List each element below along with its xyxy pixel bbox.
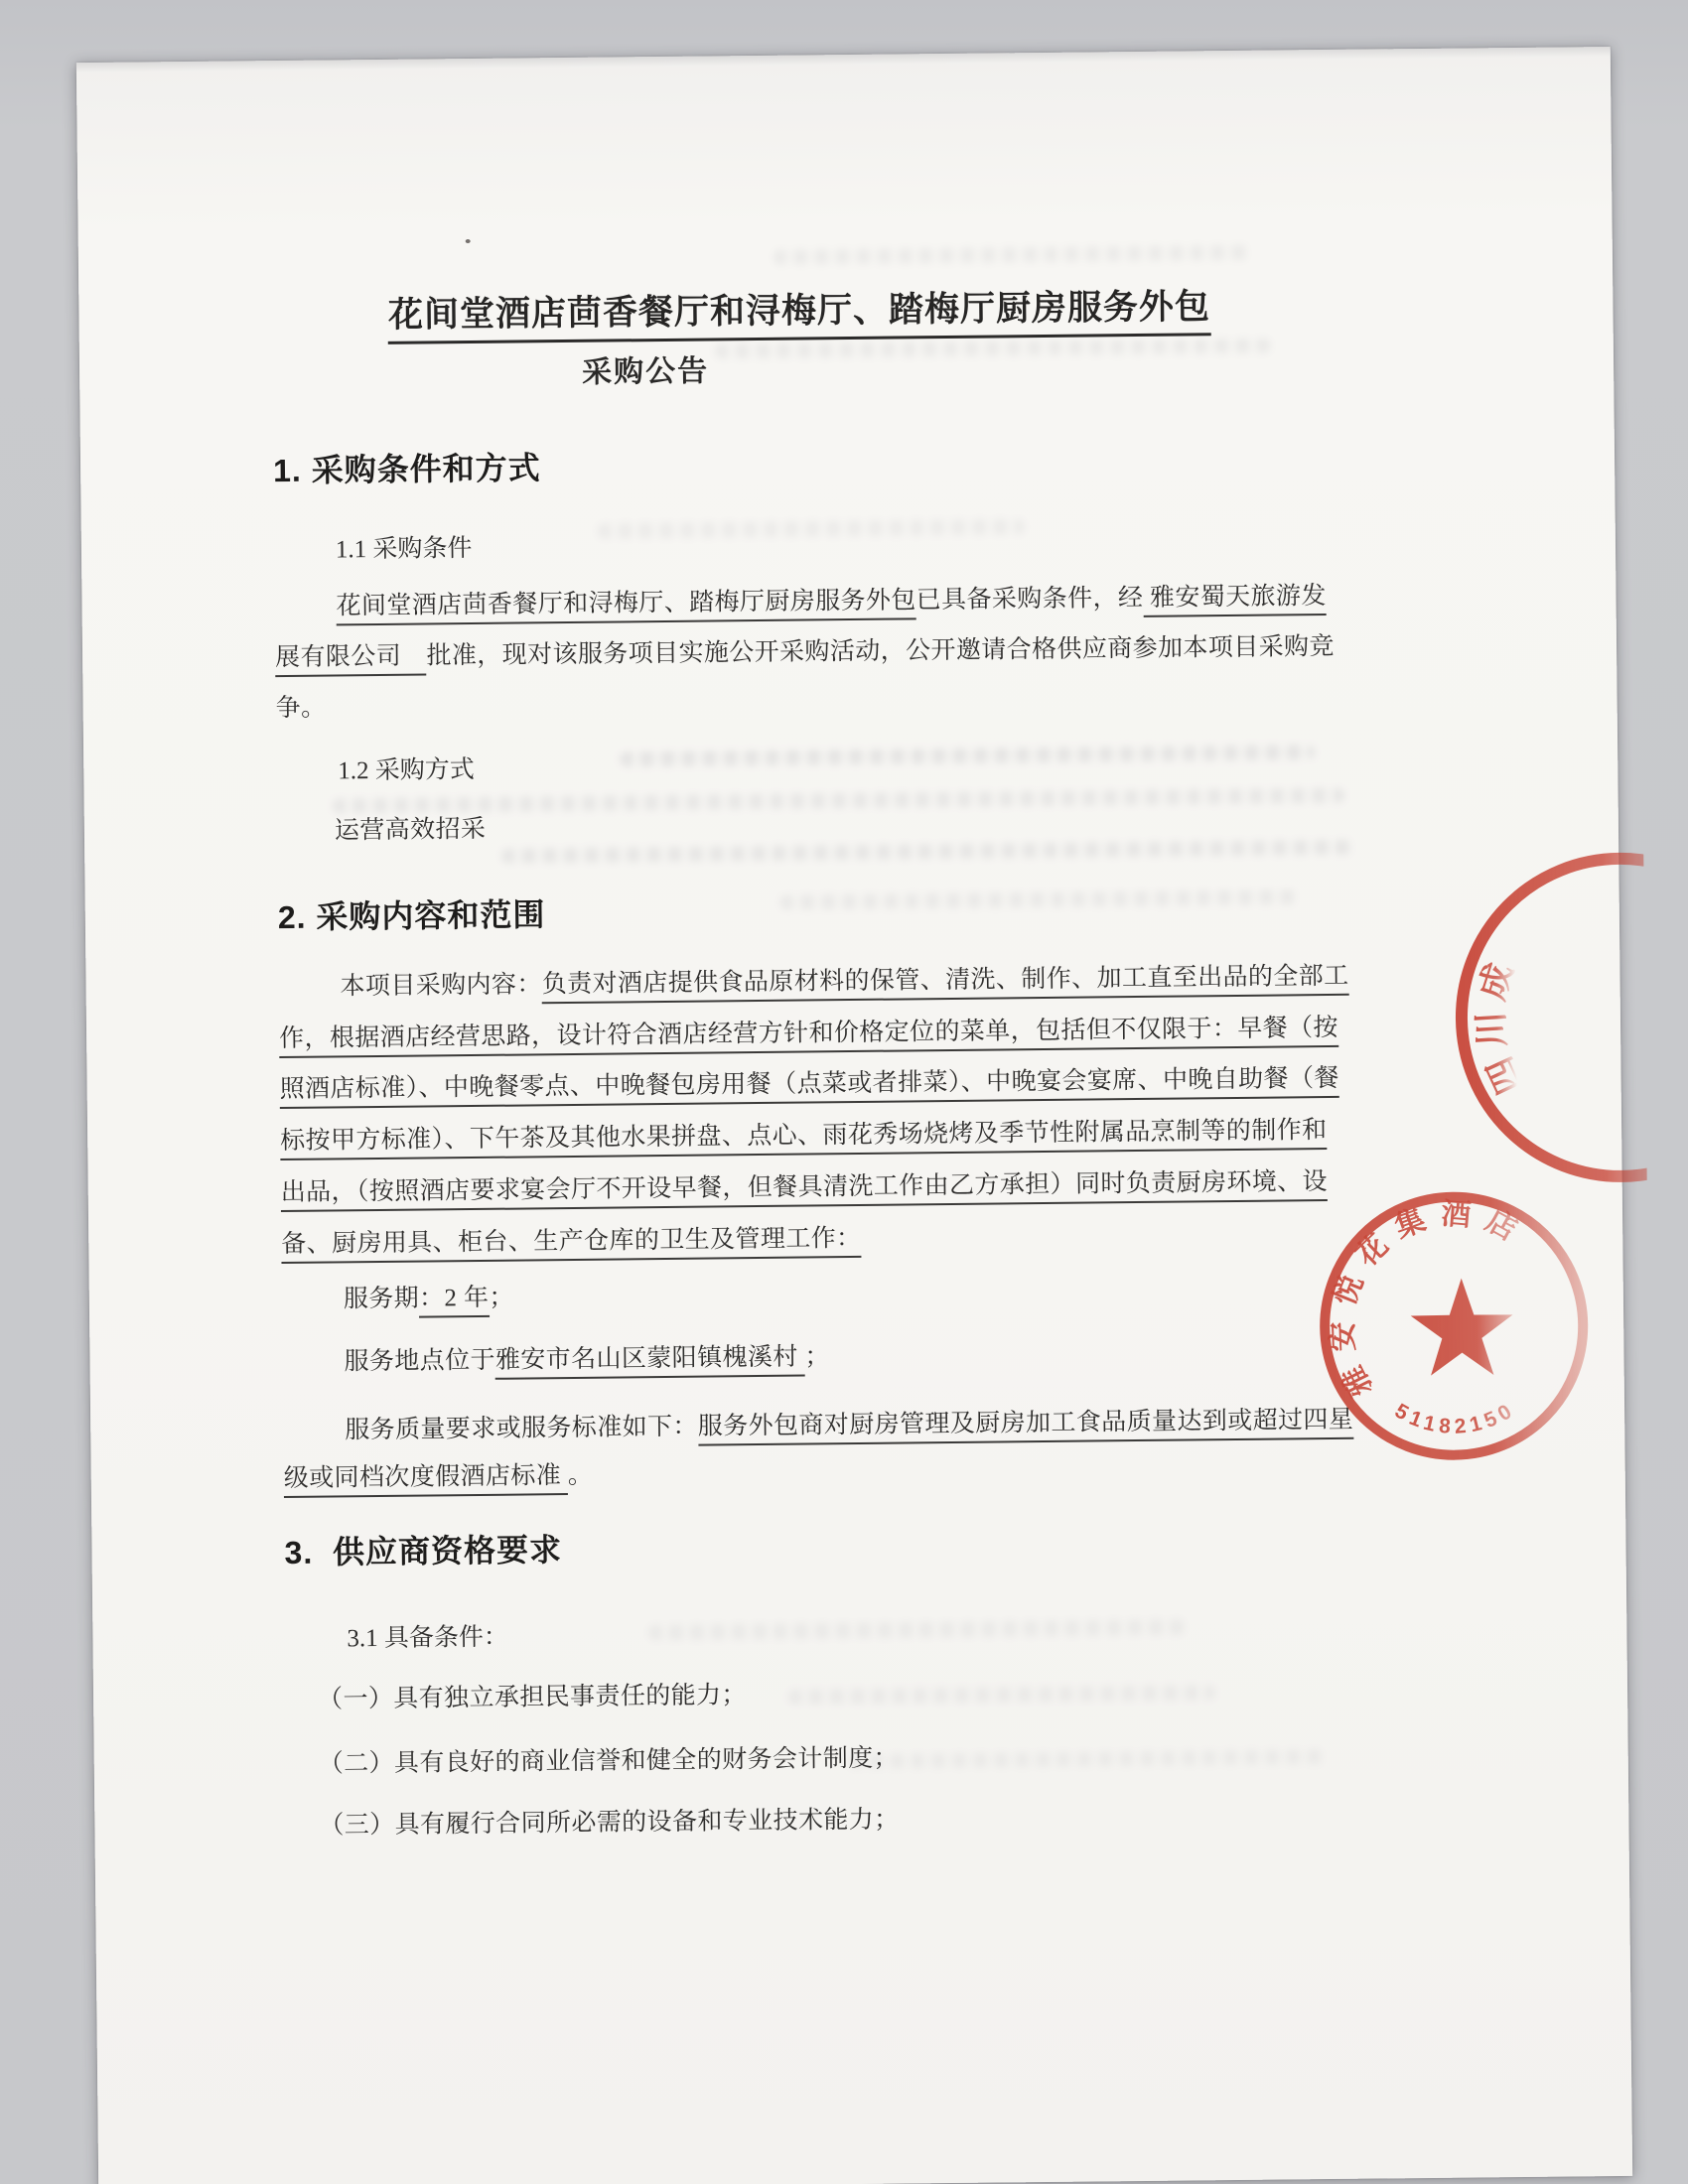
official-seal-partial	[1375, 849, 1647, 1189]
seal-text: 四川成	[1469, 950, 1531, 1101]
bleedthrough-smudge	[774, 245, 1250, 265]
bleedthrough-smudge	[780, 889, 1297, 909]
section-1-heading: 1. 采购条件和方式	[272, 450, 541, 489]
svg-text:51182150	[1391, 1398, 1520, 1439]
paragraph-line: 标按甲方标准）、下午茶及其他水果拼盘、点心、雨花秀场烧烤及季节性附属品烹制等的制作和	[280, 1114, 1362, 1159]
scan-speck	[466, 239, 471, 243]
procurement-method: 运营高效招采	[334, 815, 487, 845]
service-quality-line: 服务质量要求或服务标准如下：服务外包商对厨房管理及厨房加工食品质量达到或超过四星	[283, 1403, 1427, 1448]
section-3-heading: 3. 供应商资格要求	[284, 1532, 563, 1571]
section-3-1-label: 3.1 具备条件：	[347, 1623, 509, 1653]
seal-serial-number: 51182150	[1390, 1397, 1520, 1438]
qualification-item: （三）具有履行合同所必需的设备和专业技术能力；	[319, 1806, 900, 1840]
section-2-heading: 2. 采购内容和范围	[277, 896, 546, 936]
qualification-item: （一）具有独立承担民事责任的能力；	[317, 1682, 748, 1713]
paragraph-line: 争。	[275, 694, 327, 723]
paragraph-line: 出品，（按照酒店要求宴会厅不开设早餐，但餐具清洗工作由乙方承担）同时负责厨房环境、设	[281, 1165, 1363, 1210]
official-seal	[1302, 1173, 1603, 1484]
bleedthrough-smudge	[620, 745, 1315, 766]
paragraph-line: 备、厨房用具、柜台、生产仓库的卫生及管理工作：	[281, 1217, 1363, 1262]
service-quality-line: 级或同档次度假酒店标准 。	[284, 1451, 1366, 1496]
document-title-text: 花间堂酒店茴香餐厅和浔梅厅、踏梅厅厨房服务外包	[388, 287, 1210, 344]
seal-ring-text: 雅安悦花集酒店	[1326, 1197, 1534, 1402]
service-term-line: 服务期：2 年；	[282, 1272, 1426, 1317]
section-1-1-label: 1.1 采购条件	[335, 535, 473, 564]
svg-text:雅安悦花集酒店	[1325, 1196, 1535, 1402]
paragraph-line: 本项目采购内容：负责对酒店提供食品原材料的保管、清洗、制作、加工直至出品的全部工	[278, 959, 1422, 1005]
bleedthrough-smudge	[648, 1620, 1185, 1641]
paragraph-line: 花间堂酒店茴香餐厅和浔梅厅、踏梅厅厨房服务外包已具备采购条件，经 雅安蜀天旅游发	[274, 579, 1418, 624]
document-paper	[76, 47, 1632, 2184]
service-location-line: 服务地点位于雅安市名山区蒙阳镇槐溪村 ；	[282, 1334, 1426, 1380]
paragraph-line: 照酒店标准）、中晚餐零点、中晚餐包房用餐（点菜或者排菜）、中晚宴会宴席、中晚自助餐（餐	[279, 1062, 1361, 1107]
seal-star	[1410, 1278, 1513, 1376]
document-title	[271, 278, 1327, 339]
bleedthrough-smudge	[715, 339, 1271, 359]
paragraph-line: 作，根据酒店经营思路，设计符合酒店经营方针和价格定位的菜单，包括但不仅限于：早餐（按	[279, 1012, 1361, 1056]
bleedthrough-smudge	[598, 519, 1025, 539]
qualification-item: （二）具有良好的商业信誉和健全的财务会计制度；	[318, 1744, 900, 1778]
paragraph-line: 展有限公司 批准，现对该服务项目实施公开采购活动，公开邀请合格供应商参加本项目采购竞	[275, 630, 1357, 675]
section-1-2-label: 1.2 采购方式	[338, 755, 475, 785]
document-subtitle: 采购公告	[581, 354, 710, 389]
